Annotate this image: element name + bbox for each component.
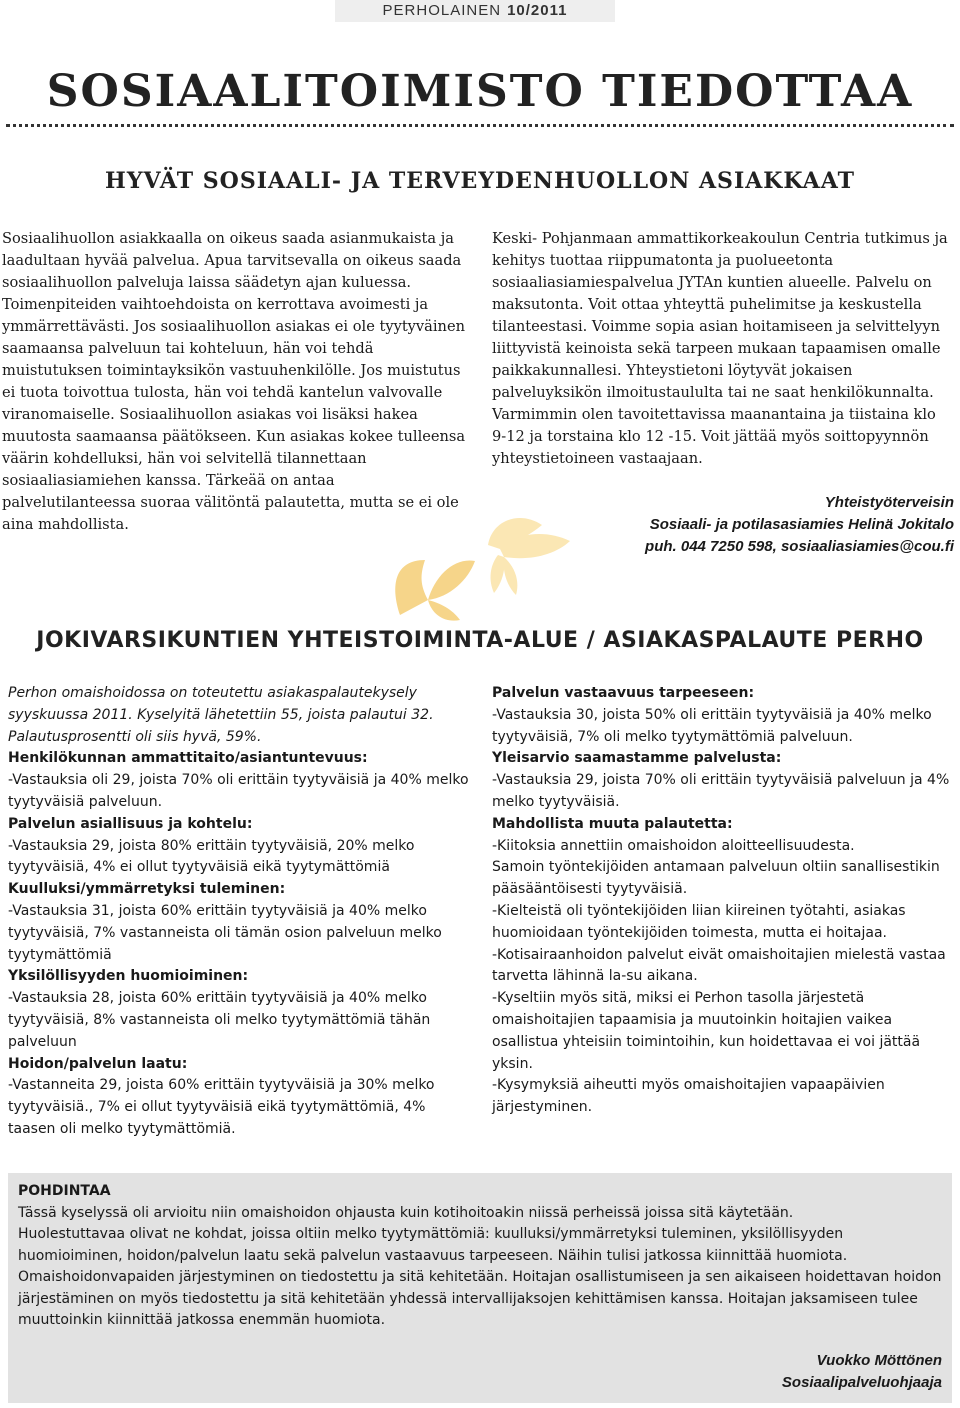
- feedback-label: Yleisarvio saamastamme palvelusta:: [492, 750, 782, 767]
- reflection-content: [18, 1181, 942, 1332]
- reflection-paragraph: Huolestuttavaa olivat ne kohdat, joissa oltiin melko tyytymättömiä: kuulluksi/ymmärretyksi tuleminen, yksilöllisyyden huomioiminen, hoidon/palvelun laatu sekä palvelun vastaavuus tarpeeseen. Näihin tulisi jatkossa kiinnittää huomiota.: [18, 1226, 848, 1264]
- feedback-left-column: [8, 683, 470, 1141]
- page-title: SOSIAALITOIMISTO TIEDOTTAA: [46, 66, 914, 117]
- reflection-box: [8, 1173, 952, 1403]
- feedback-text: -Kielteistä oli työntekijöiden liian kiireinen työtahti, asiakas huomioidaan työntekijöiden toimesta, mutta ei hoitajaa.: [492, 902, 906, 941]
- feedback-text: -Vastanneita 29, joista 60% erittäin tyytyväisiä ja 30% melko tyytyväisiä., 7% ei ollut tyytyväisiä eikä tyytymättömiä, 4% taasen oli melko tyytymättömiä.: [8, 1077, 435, 1137]
- feedback-text: -Kotisairaanhoidon palvelut eivät omaishoitajien mielestä vastaa tarvetta lähinnä la-su aikana.: [492, 946, 946, 985]
- signature-title: Sosiaalipalveluohjaaja: [781, 1374, 942, 1391]
- feedback-right-column: [492, 683, 954, 1119]
- section-heading: HYVÄT SOSIAALI- JA TERVEYDENHUOLLON ASIAKKAAT: [105, 168, 855, 194]
- body-paragraph: Keski- Pohjanmaan ammattikorkeakoulun Centria tutkimus ja kehitys tuottaa riippumatonta ja puolueetonta sosiaaliasiamiespalvelua JYTAn kuntien alueelle. Palvelu on maksutonta. Voit ottaa yhteyttä puhelimitse ja keskustella tilanteestasi. Voimme sopia asian hoitamiseen ja selvittelyyn liittyvistä keinoista sekä tarpeen mukaan tapaamisen omalle paikkakunnallesi. Yhteystietoni löytyvät jokaisen palveluyksikön ilmoitustaululta tai ne saat henkilökunnalta. Varmimmin olen tavoitettavissa maanantaina ja tiistaina klo 9-12 ja torstaina klo 12 -15. Voit jättää myös soittopyynnön yhteystietoineen vastaajaan.: [492, 230, 948, 467]
- dotted-divider: [6, 124, 954, 127]
- feedback-text: -Kysymyksiä aiheutti myös omaishoitajien vapaapäivien järjestyminen.: [492, 1077, 885, 1116]
- reflection-paragraph: Tässä kyselyssä oli arvioitu niin omaishoidon ohjausta kuin kotihoitoakin niissä perheissä joissa sitä käytetään.: [18, 1204, 794, 1221]
- left-column: [2, 228, 472, 536]
- reflection-heading: POHDINTAA: [18, 1183, 111, 1199]
- right-column: [492, 228, 954, 470]
- feedback-label: Kuulluksi/ymmärretyksi tuleminen:: [8, 881, 286, 898]
- feedback-text: -Vastauksia 31, joista 60% erittäin tyytyväisiä ja 40% melko tyytyväisiä, 7% vastanneista oli tämän osion palveluun melko tyytymättömiä: [8, 902, 442, 963]
- signature-name: Vuokko Möttönen: [816, 1352, 942, 1369]
- butterfly-icon: [380, 505, 580, 625]
- feedback-label: Yksilöllisyyden huomioiminen:: [8, 968, 249, 985]
- feedback-text: -Vastauksia 30, joista 50% oli erittäin tyytyväisiä ja 40% melko tyytyväisiä, 7% oli melko tyytymättömiä palveluun.: [492, 706, 932, 745]
- reflection-signature: [782, 1350, 942, 1394]
- survey-intro: Perhon omaishoidossa on toteutettu asiakaspalautekysely syyskuussa 2011. Kyselyitä lähetettiin 55, joista palautui 32. Palautusprosentti oli siis hyvä, 59%.: [8, 685, 434, 745]
- publication-name: PERHOLAINEN: [382, 2, 502, 19]
- page-header: [335, 0, 615, 22]
- feedback-label: Henkilökunnan ammattitaito/asiantuntevuus:: [8, 750, 368, 767]
- signature-greeting: Yhteistyöterveisin: [824, 494, 954, 511]
- feedback-text: -Kiitoksia annettiin omaishoidon aloitteellisuudesta.: [492, 837, 855, 854]
- section-heading: JOKIVARSIKUNTIEN YHTEISTOIMINTA-ALUE / ASIAKASPALAUTE PERHO: [36, 628, 924, 653]
- feedback-text: -Vastauksia 29, joista 80% erittäin tyytyväisiä, 20% melko tyytyväisiä, 4% ei ollut tyytyväisiä eikä tyytymättömiä: [8, 837, 415, 876]
- body-paragraph: Sosiaalihuollon asiakkaalla on oikeus saada asianmukaista ja laadultaan hyvää palvelua. Apua tarvitsevalla on oikeus saada sosiaalihuollon palveluja laissa säädetyn ajan kuluessa. Toimenpiteiden vaihtoehdoista on kerrottava avoimesti ja ymmärrettävästi. Jos sosiaalihuollon asiakas ei ole tyytyväinen saamaansa palveluun tai kohteluun, hän voi tehdä muistutuksen toimintayksikön vastuuhenkilölle. Jos muistutus ei tuota toivottua tulosta, hän voi tehdä kantelun valvovalle viranomaiselle. Sosiaalihuollon asiakas voi lisäksi hakea muutosta saamaansa päätökseen. Kun asiakas kokee tulleensa väärin kohdelluksi, hän voi selvitellä tilannettaan sosiaaliasiamiehen kanssa. Tärkeää on antaa palvelutilanteessa suoraa välitöntä palautetta, mutta se ei ole aina mahdollista.: [2, 230, 466, 533]
- feedback-text: -Kyseltiin myös sitä, miksi ei Perhon tasolla järjestetä omaishoitajien tapaamisia ja muutoinkin hoitajien vaikea osallistua yhteisiin toimintoihin, kun hoidettavaa ei voi jättää yksin.: [492, 990, 921, 1072]
- feedback-text: -Vastauksia 29, joista 70% oli erittäin tyytyväisiä palveluun ja 4% melko tyytyväisiä.: [492, 772, 950, 810]
- feedback-label: Mahdollista muuta palautetta:: [492, 815, 733, 832]
- feedback-text: -Vastauksia 28, joista 60% erittäin tyytyväisiä ja 40% melko tyytyväisiä, 8% vastanneista oli melko tyytymättömiä tähän palveluun: [8, 990, 431, 1050]
- feedback-label: Palvelun asiallisuus ja kohtelu:: [8, 815, 253, 832]
- feedback-text: -Vastauksia oli 29, joista 70% oli erittäin tyytyväisiä ja 40% melko tyytyväisiä palveluun.: [8, 772, 469, 810]
- signature-name: Sosiaali- ja potilasasiamies Helinä Jokitalo: [649, 516, 954, 533]
- feedback-label: Hoidon/palvelun laatu:: [8, 1055, 188, 1072]
- signature-contact: puh. 044 7250 598, sosiaaliasiamies@cou.fi: [645, 538, 954, 555]
- feedback-label: Palvelun vastaavuus tarpeeseen:: [492, 685, 755, 701]
- issue-number: 10/2011: [507, 2, 568, 19]
- feedback-text: Samoin työntekijöiden antamaan palveluun oltiin sanallisestikin pääsääntöisesti tyytyväisiä.: [492, 859, 940, 898]
- reflection-paragraph: Omaishoidonvapaiden järjestyminen on tiedostettu ja sitä kehitetään. Hoitajan osallistumiseen ja sen aikaiseen hoidettavan hoidon järjestäminen on myös tiedostettu ja sitä kehitetään yhdessä intervallijaksojen kehittämisen kanssa. Hoitajan jaksamiseen tulee muuttoinkin kiinnittää jatkossa enemmän huomiota.: [18, 1269, 942, 1328]
